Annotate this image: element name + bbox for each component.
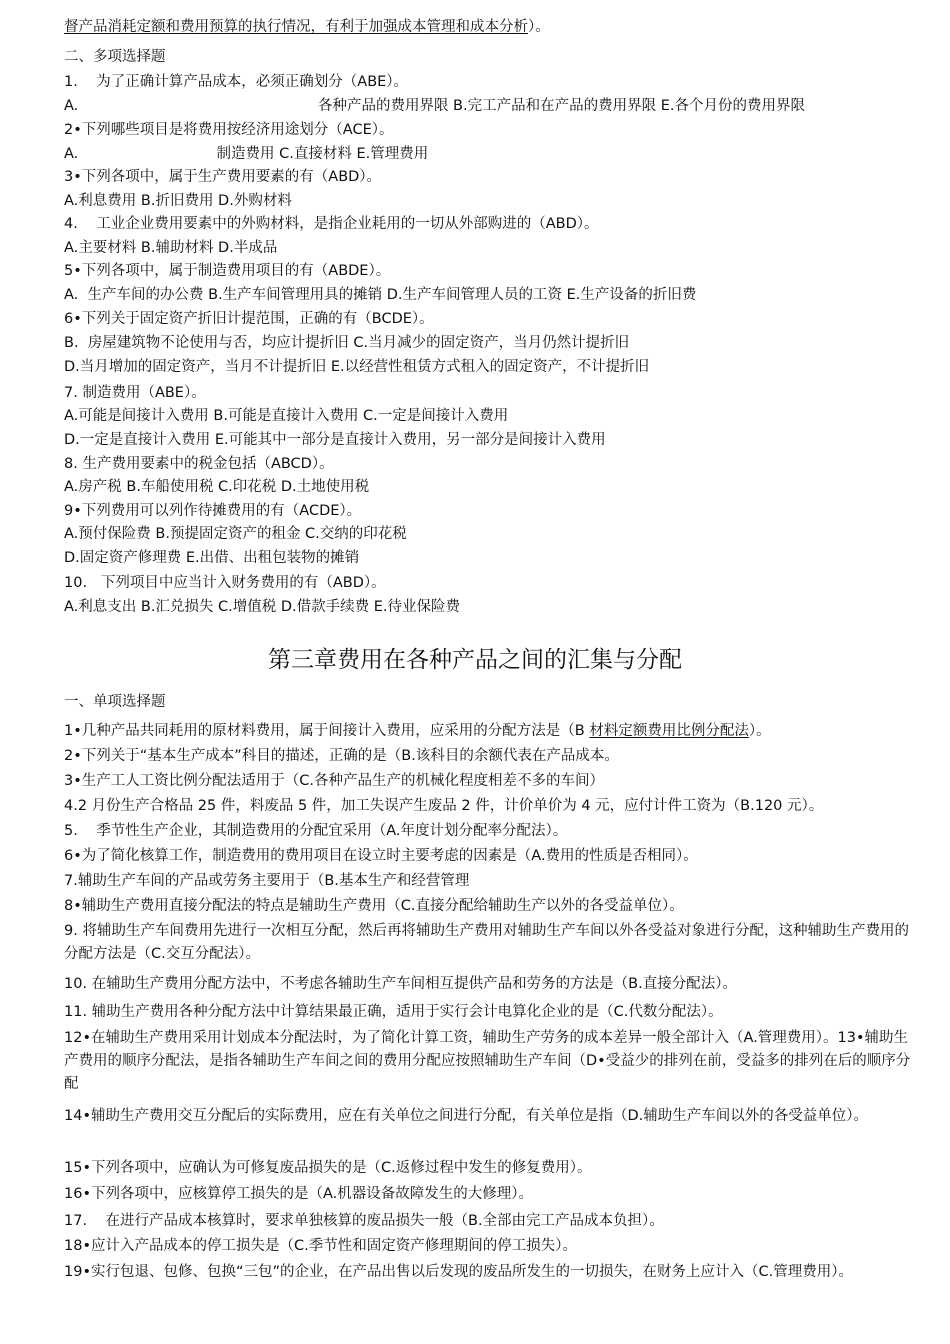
question-14: 14•辅助生产费用交互分配后的实际费用，应在有关单位之间进行分配，有关单位是指（D.辅助生产车间以外的各受益单位）。 [64, 1108, 869, 1124]
text-line: A.主要材料 B.辅助材料 D.半成品 [64, 240, 278, 256]
question-1 [64, 721, 922, 741]
text-line: A.房产税 B.车船使用税 C.印花税 D.土地使用税 [64, 479, 370, 495]
question-text: 1•几种产品共同耗用的原材料费用，属于间接计入费用，应采用的分配方法是（B [64, 723, 590, 739]
text-line: 1. 为了正确计算产品成本，必须正确划分（ABE）。 [64, 74, 409, 90]
question-line: 4.2 月份生产合格品 25 件，料废品 5 件，加工失误产生废品 2 件，计价单价为 4 元，应付计件工资为（B.120 元）。 [64, 798, 824, 814]
question-17: 17. 在进行产品成本核算时，要求单独核算的废品损失一般（B.全部由完工产品成本负担）。 [64, 1213, 664, 1229]
question-line: 5. 季节性生产企业，其制造费用的分配宜采用（A.年度计划分配率分配法）。 [64, 823, 568, 839]
question-19: 19•实行包退、包修、包换“三包”的企业，在产品出售以后发现的废品所发生的一切损失，在财务上应计入（C.管理费用）。 [64, 1264, 854, 1280]
section-title-multi-choice: 二、多项选择题 [64, 49, 166, 65]
text-line: A. 生产车间的办公费 B.生产车间管理用具的摊销 D.生产车间管理人员的工资 E.生产设备的折旧费 [64, 287, 697, 303]
question-line: 6•为了简化核算工作，制造费用的费用项目在设立时主要考虑的因素是（A.费用的性质是否相同）。 [64, 848, 698, 864]
text-line: A.可能是间接计入费用 B.可能是直接计入费用 C.一定是间接计入费用 [64, 408, 509, 424]
text-line: D.一定是直接计入费用 E.可能其中一部分是直接计入费用，另一部分是间接计入费用 [64, 432, 606, 448]
question-12-13: 12•在辅助生产费用采用计划成本分配法时，为了简化计算工资，辅助生产劳务的成本差异一般全部计入（A.管理费用）。13•辅助生产费用的顺序分配法，是指各辅助生产车间之间的费用分配应按照辅助生产车间（D•受益少的排列在前，受益多的排列在后的顺序分配 [64, 1030, 911, 1092]
text-line: 7. 制造费用（ABE）。 [64, 385, 206, 401]
question-15: 15•下列各项中，应确认为可修复废品损失的是（C.返修过程中发生的修复费用）。 [64, 1160, 592, 1176]
underlined-answer: 材料定额费用比例分配法 [589, 723, 749, 739]
line-tail: ）。 [528, 19, 550, 35]
question-18: 18•应计入产品成本的停工损失是（C.季节性和固定资产修理期间的停工损失）。 [64, 1238, 577, 1254]
text-line: A. 制造费用 C.直接材料 E.管理费用 [64, 146, 429, 162]
text-line: 4. 工业企业费用要素中的外购材料，是指企业耗用的一切从外部购进的（ABD）。 [64, 216, 599, 232]
question-line: 3•生产工人工资比例分配法适用于（C.各种产品生产的机械化程度相差不多的车间） [64, 773, 605, 789]
question-11: 11. 辅助生产费用各种分配方法中计算结果最正确，适用于实行会计电算化企业的是（C.代数分配法）。 [64, 1004, 723, 1020]
underlined-text: 督产品消耗定额和费用预算的执行情况，有利于加强成本管理和成本分析 [64, 19, 528, 35]
text-line: A.预付保险费 B.预提固定资产的租金 C.交纳的印花税 [64, 526, 407, 542]
text-line: A.利息费用 B.折旧费用 D.外购材料 [64, 193, 292, 209]
text-line: 5•下列各项中，属于制造费用项目的有（ABDE）。 [64, 263, 391, 279]
continuation-line [64, 17, 922, 37]
question-16: 16•下列各项中，应核算停工损失的是（A.机器设备故障发生的大修理）。 [64, 1186, 534, 1202]
question-line: 2•下列关于“基本生产成本”科目的描述，正确的是（B.该科目的余额代表在产品成本。 [64, 748, 619, 764]
text-line: 3•下列各项中，属于生产费用要素的有（ABD）。 [64, 169, 382, 185]
question-line: 8•辅助生产费用直接分配法的特点是辅助生产费用（C.直接分配给辅助生产以外的各受益单位）。 [64, 898, 684, 914]
text-line: 9•下列费用可以列作待摊费用的有（ACDE）。 [64, 503, 362, 519]
text-line: A. 各种产品的费用界限 B.完工产品和在产品的费用界限 E.各个月份的费用界限 [64, 98, 805, 114]
text-line: 8. 生产费用要素中的税金包括（ABCD）。 [64, 456, 334, 472]
text-line: A.利息支出 B.汇兑损失 C.增值税 D.借款手续费 E.待业保险费 [64, 599, 461, 615]
text-line: D.当月增加的固定资产，当月不计提折旧 E.以经营性租赁方式租入的固定资产，不计提折旧 [64, 359, 650, 375]
question-line: 7.辅助生产车间的产品或劳务主要用于（B.基本生产和经营管理 [64, 873, 470, 889]
text-line: 2•下列哪些项目是将费用按经济用途划分（ACE）。 [64, 122, 394, 138]
question-9: 9. 将辅助生产车间费用先进行一次相互分配，然后再将辅助生产费用对辅助生产车间以外各受益对象进行分配，这种辅助生产费用的分配方法是（C.交互分配法）。 [64, 923, 909, 962]
question-10: 10. 在辅助生产费用分配方法中，不考虑各辅助生产车间相互提供产品和劳务的方法是（B.直接分配法）。 [64, 976, 737, 992]
text-line: 6•下列关于固定资产折旧计提范围，正确的有（BCDE）。 [64, 311, 434, 327]
question-text-tail: ）。 [748, 723, 771, 739]
chapter-heading: 第三章费用在各种产品之间的汇集与分配 [268, 647, 682, 673]
text-line: D.固定资产修理费 E.出借、出租包装物的摊销 [64, 550, 360, 566]
text-line: B. 房屋建筑物不论使用与否，均应计提折旧 C.当月减少的固定资产，当月仍然计提折旧 [64, 335, 630, 351]
section-title-single-choice: 一、单项选择题 [64, 694, 166, 710]
text-line: 10. 下列项目中应当计入财务费用的有（ABD）。 [64, 575, 386, 591]
